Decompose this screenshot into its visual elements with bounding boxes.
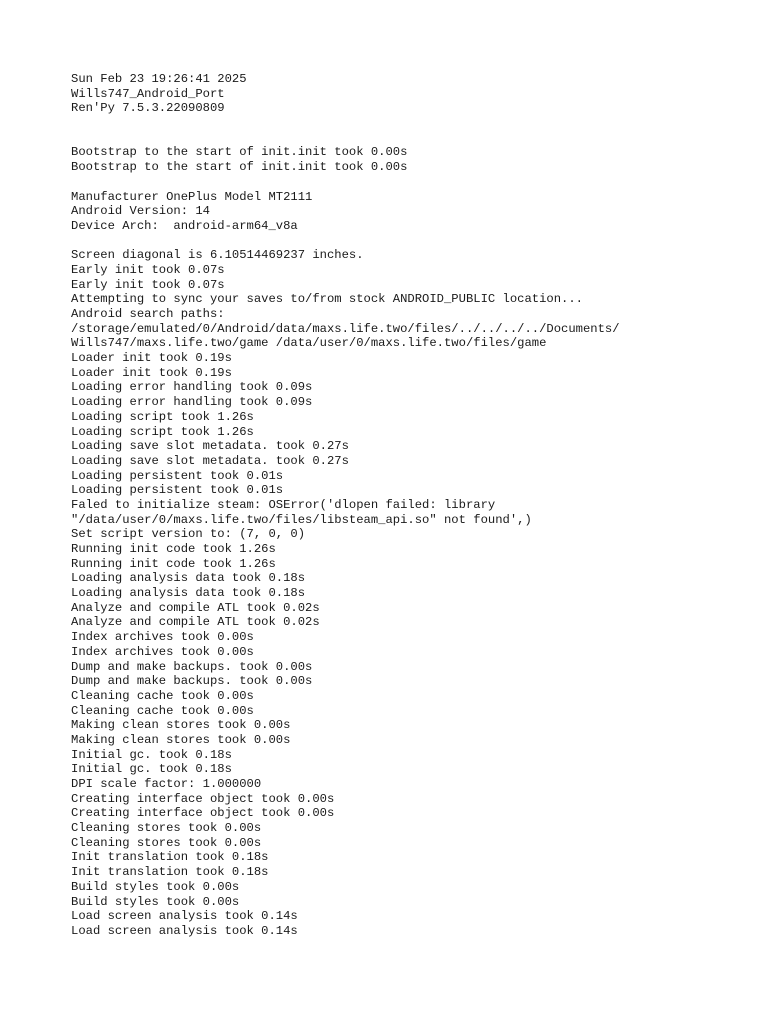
log-line: Load screen analysis took 0.14s	[71, 923, 298, 938]
log-line: Loading analysis data took 0.18s	[71, 586, 306, 601]
log-line: Android Version: 14	[71, 204, 210, 219]
log-line: Sun Feb 23 19:26:41 2025	[71, 72, 247, 86]
log-line: Initial gc. took 0.18s	[71, 762, 232, 777]
log-line: Making clean stores took 0.00s	[71, 718, 291, 733]
log-device-section	[71, 190, 751, 234]
log-line: Load screen analysis took 0.14s	[71, 909, 298, 924]
log-line: /storage/emulated/0/Android/data/maxs.life.two/files/../../../../Documents/	[71, 321, 620, 336]
log-line: Loading error handling took 0.09s	[71, 395, 313, 410]
log-line: Faled to initialize steam: OSError('dlopen failed: library	[71, 497, 496, 512]
log-header-section	[71, 72, 751, 116]
log-line: Early init took 0.07s	[71, 277, 225, 292]
log-line: Initial gc. took 0.18s	[71, 747, 232, 762]
log-line: Loader init took 0.19s	[71, 365, 232, 380]
log-line: Index archives took 0.00s	[71, 644, 254, 659]
log-line: Creating interface object took 0.00s	[71, 791, 335, 806]
log-line: Device Arch: android-arm64_v8a	[71, 218, 298, 233]
log-line: Attempting to sync your saves to/from stock ANDROID_PUBLIC location...	[71, 292, 583, 307]
log-line: Running init code took 1.26s	[71, 556, 276, 571]
log-line: Dump and make backups. took 0.00s	[71, 659, 313, 674]
blank-line	[71, 116, 751, 131]
log-line: Loading save slot metadata. took 0.27s	[71, 453, 349, 468]
blank-line	[71, 131, 751, 146]
log-line: Cleaning cache took 0.00s	[71, 703, 254, 718]
log-line: Running init code took 1.26s	[71, 542, 276, 556]
log-line: Android search paths:	[71, 307, 225, 321]
log-line: Making clean stores took 0.00s	[71, 732, 291, 747]
log-line: Loading analysis data took 0.18s	[71, 571, 306, 586]
log-line: Wills747/maxs.life.two/game /data/user/0/maxs.life.two/files/game	[71, 336, 547, 351]
log-line: Set script version to: (7, 0, 0)	[71, 527, 306, 542]
log-line: Cleaning stores took 0.00s	[71, 821, 262, 836]
log-line: Cleaning stores took 0.00s	[71, 835, 262, 850]
log-line: Manufacturer OnePlus Model MT2111	[71, 189, 313, 204]
log-line: Creating interface object took 0.00s	[71, 806, 335, 821]
log-line: Loader init took 0.19s	[71, 351, 232, 366]
log-line: Screen diagonal is 6.10514469237 inches.	[71, 248, 364, 263]
log-line: Loading persistent took 0.01s	[71, 483, 284, 498]
log-line: Loading error handling took 0.09s	[71, 380, 313, 395]
log-line: Bootstrap to the start of init.init took 0.00s	[71, 145, 408, 160]
log-main-section	[71, 248, 751, 938]
log-line: Wills747_Android_Port	[71, 86, 225, 101]
log-line: Analyze and compile ATL took 0.02s	[71, 615, 320, 630]
log-line: Bootstrap to the start of init.init took 0.00s	[71, 160, 408, 175]
log-line: Dump and make backups. took 0.00s	[71, 674, 313, 689]
log-line: Loading script took 1.26s	[71, 409, 254, 424]
log-line: Index archives took 0.00s	[71, 630, 254, 645]
log-line: Ren'Py 7.5.3.22090809	[71, 101, 225, 116]
log-line: Early init took 0.07s	[71, 262, 225, 277]
log-line: "/data/user/0/maxs.life.two/files/libsteam_api.so" not found',)	[71, 512, 532, 527]
log-line: Build styles took 0.00s	[71, 879, 240, 894]
log-document	[71, 72, 751, 939]
log-line: Loading save slot metadata. took 0.27s	[71, 439, 349, 454]
log-line: Analyze and compile ATL took 0.02s	[71, 600, 320, 615]
log-line: Init translation took 0.18s	[71, 850, 269, 865]
blank-line	[71, 234, 751, 249]
log-line: Init translation took 0.18s	[71, 865, 269, 880]
log-line: DPI scale factor: 1.000000	[71, 777, 262, 791]
log-line: Loading persistent took 0.01s	[71, 468, 284, 483]
log-line: Loading script took 1.26s	[71, 424, 254, 439]
blank-line	[71, 175, 751, 190]
log-bootstrap-section	[71, 145, 751, 174]
log-line: Cleaning cache took 0.00s	[71, 688, 254, 703]
log-line: Build styles took 0.00s	[71, 894, 240, 909]
